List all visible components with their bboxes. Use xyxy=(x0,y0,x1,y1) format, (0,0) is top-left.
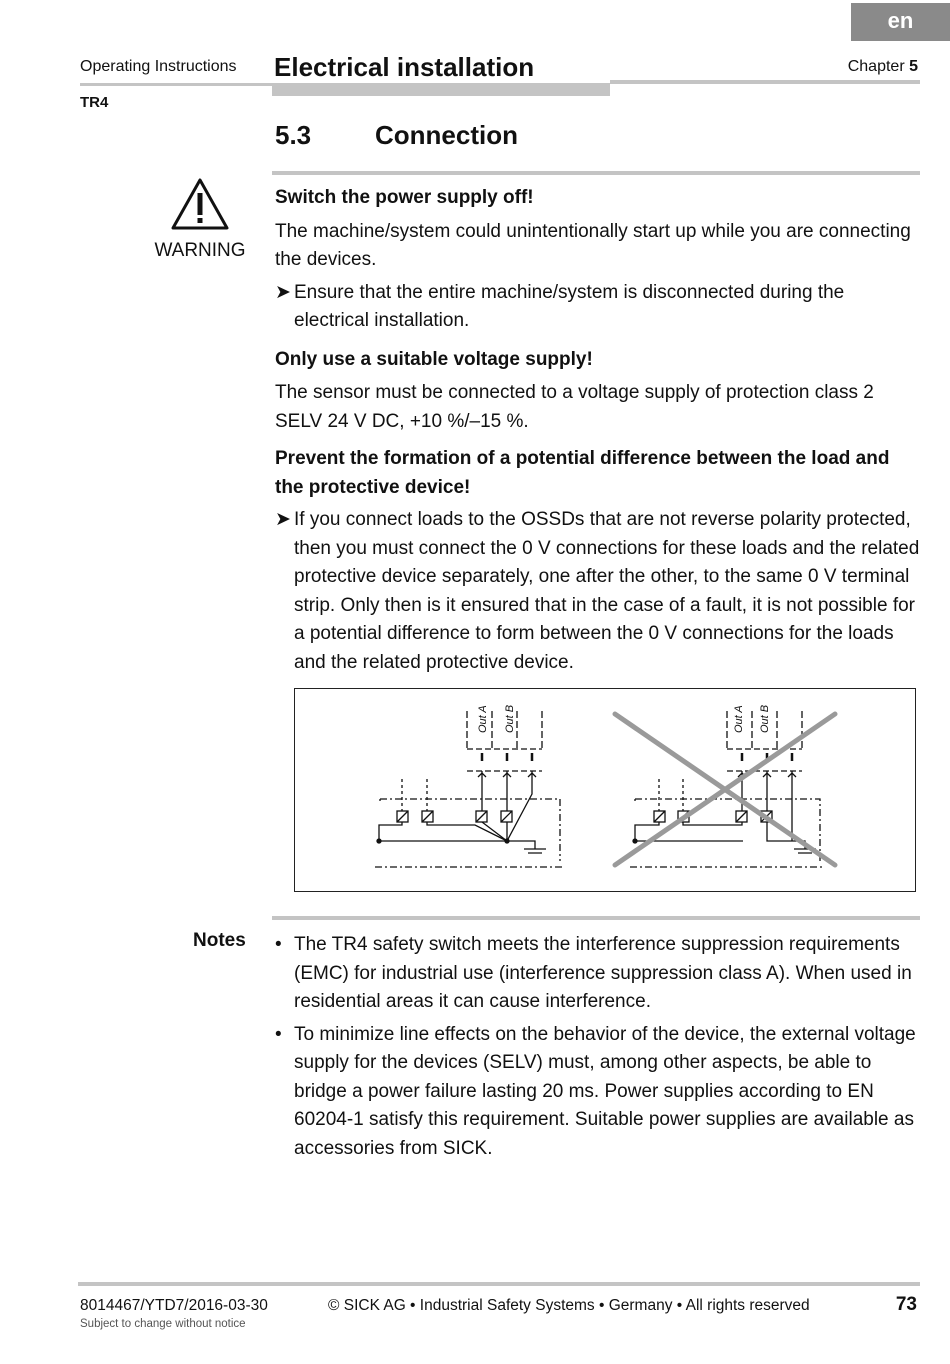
warning-heading-potential: Prevent the formation of a potential difference between the load and the protective device! xyxy=(275,448,890,498)
warning-text-startup: The machine/system could unintentionally start up while you are connecting the devices. xyxy=(275,220,911,270)
section-title: Connection xyxy=(375,120,518,150)
chapter-word: Chapter xyxy=(847,58,905,75)
list-item xyxy=(275,506,920,677)
warning-text-voltage: The sensor must be connected to a voltage supply of protection class 2 SELV 24 V DC, +10 %/–15 %. xyxy=(275,382,874,432)
product-name: TR4 xyxy=(80,94,109,111)
section-number: 5.3 xyxy=(275,120,312,150)
cross-out-icon xyxy=(615,714,835,865)
arrow-bullet-icon: ➤ xyxy=(275,509,291,530)
section-rule xyxy=(272,171,920,175)
header-rule-left xyxy=(80,83,272,86)
header-rule-right xyxy=(610,80,920,84)
out-b-label-right: Out B xyxy=(759,704,771,733)
bullet-dot: • xyxy=(275,934,282,955)
doc-id: 8014467/YTD7/2016-03-30 xyxy=(80,1297,268,1314)
warning-label: WARNING xyxy=(154,240,246,261)
chapter-label xyxy=(848,58,918,76)
warning-heading-power-off: Switch the power supply off! xyxy=(275,187,534,208)
notes-rule xyxy=(272,916,920,920)
list-item xyxy=(275,279,920,336)
note-text: The TR4 safety switch meets the interference suppression requirements (EMC) for industrial use (interference suppression class A). When used in residential areas it can cause interference. xyxy=(294,934,912,1012)
arrow-bullet-icon: ➤ xyxy=(275,281,291,303)
wiring-diagram xyxy=(294,688,916,892)
notes-label: Notes xyxy=(193,930,246,951)
out-a-label-left: Out A xyxy=(477,705,489,733)
wiring-diagram-svg xyxy=(295,689,914,890)
bullet-text: Ensure that the entire machine/system is disconnected during the electrical installation. xyxy=(294,281,845,331)
footer-rule xyxy=(78,1282,920,1286)
list-item xyxy=(275,1021,920,1164)
bullet-text: If you connect loads to the OSSDs that are not reverse polarity protected, then you must connect the 0 V connections for these loads and the related protective device separately, one after the other, to the same 0 V terminal strip. Only then is it ensured that in the case of a fault, it is not possible for a potential difference to form between the 0 V connections for the loads and the related protective device. xyxy=(294,509,920,673)
doc-type: Operating Instructions xyxy=(80,58,237,75)
chapter-number: 5 xyxy=(909,58,918,75)
out-a-label-right: Out A xyxy=(733,705,745,733)
note-text: To minimize line effects on the behavior of the device, the external voltage supply for the devices (SELV) must, among other aspects, be able to bridge a power failure lasting 20 ms. Power supplies according to EN 60204-1 satisfy this requirement. Suitable power supplies are available as accessories from SICK. xyxy=(294,1023,916,1159)
page-number: 73 xyxy=(895,1294,917,1315)
warning-icon xyxy=(170,177,230,231)
warning-block xyxy=(275,184,920,677)
list-item xyxy=(275,931,920,1017)
notes-list xyxy=(275,931,920,1163)
language-tab: en xyxy=(851,3,950,41)
copyright: © SICK AG • Industrial Safety Systems • Germany • All rights reserved xyxy=(328,1297,810,1314)
page-title: Electrical installation xyxy=(274,52,535,82)
warning-heading-voltage: Only use a suitable voltage supply! xyxy=(275,348,593,370)
header-rule-title xyxy=(272,83,610,96)
out-b-label-left: Out B xyxy=(504,704,516,733)
bullet-dot: • xyxy=(275,1023,282,1045)
subject-note: Subject to change without notice xyxy=(80,1318,246,1330)
